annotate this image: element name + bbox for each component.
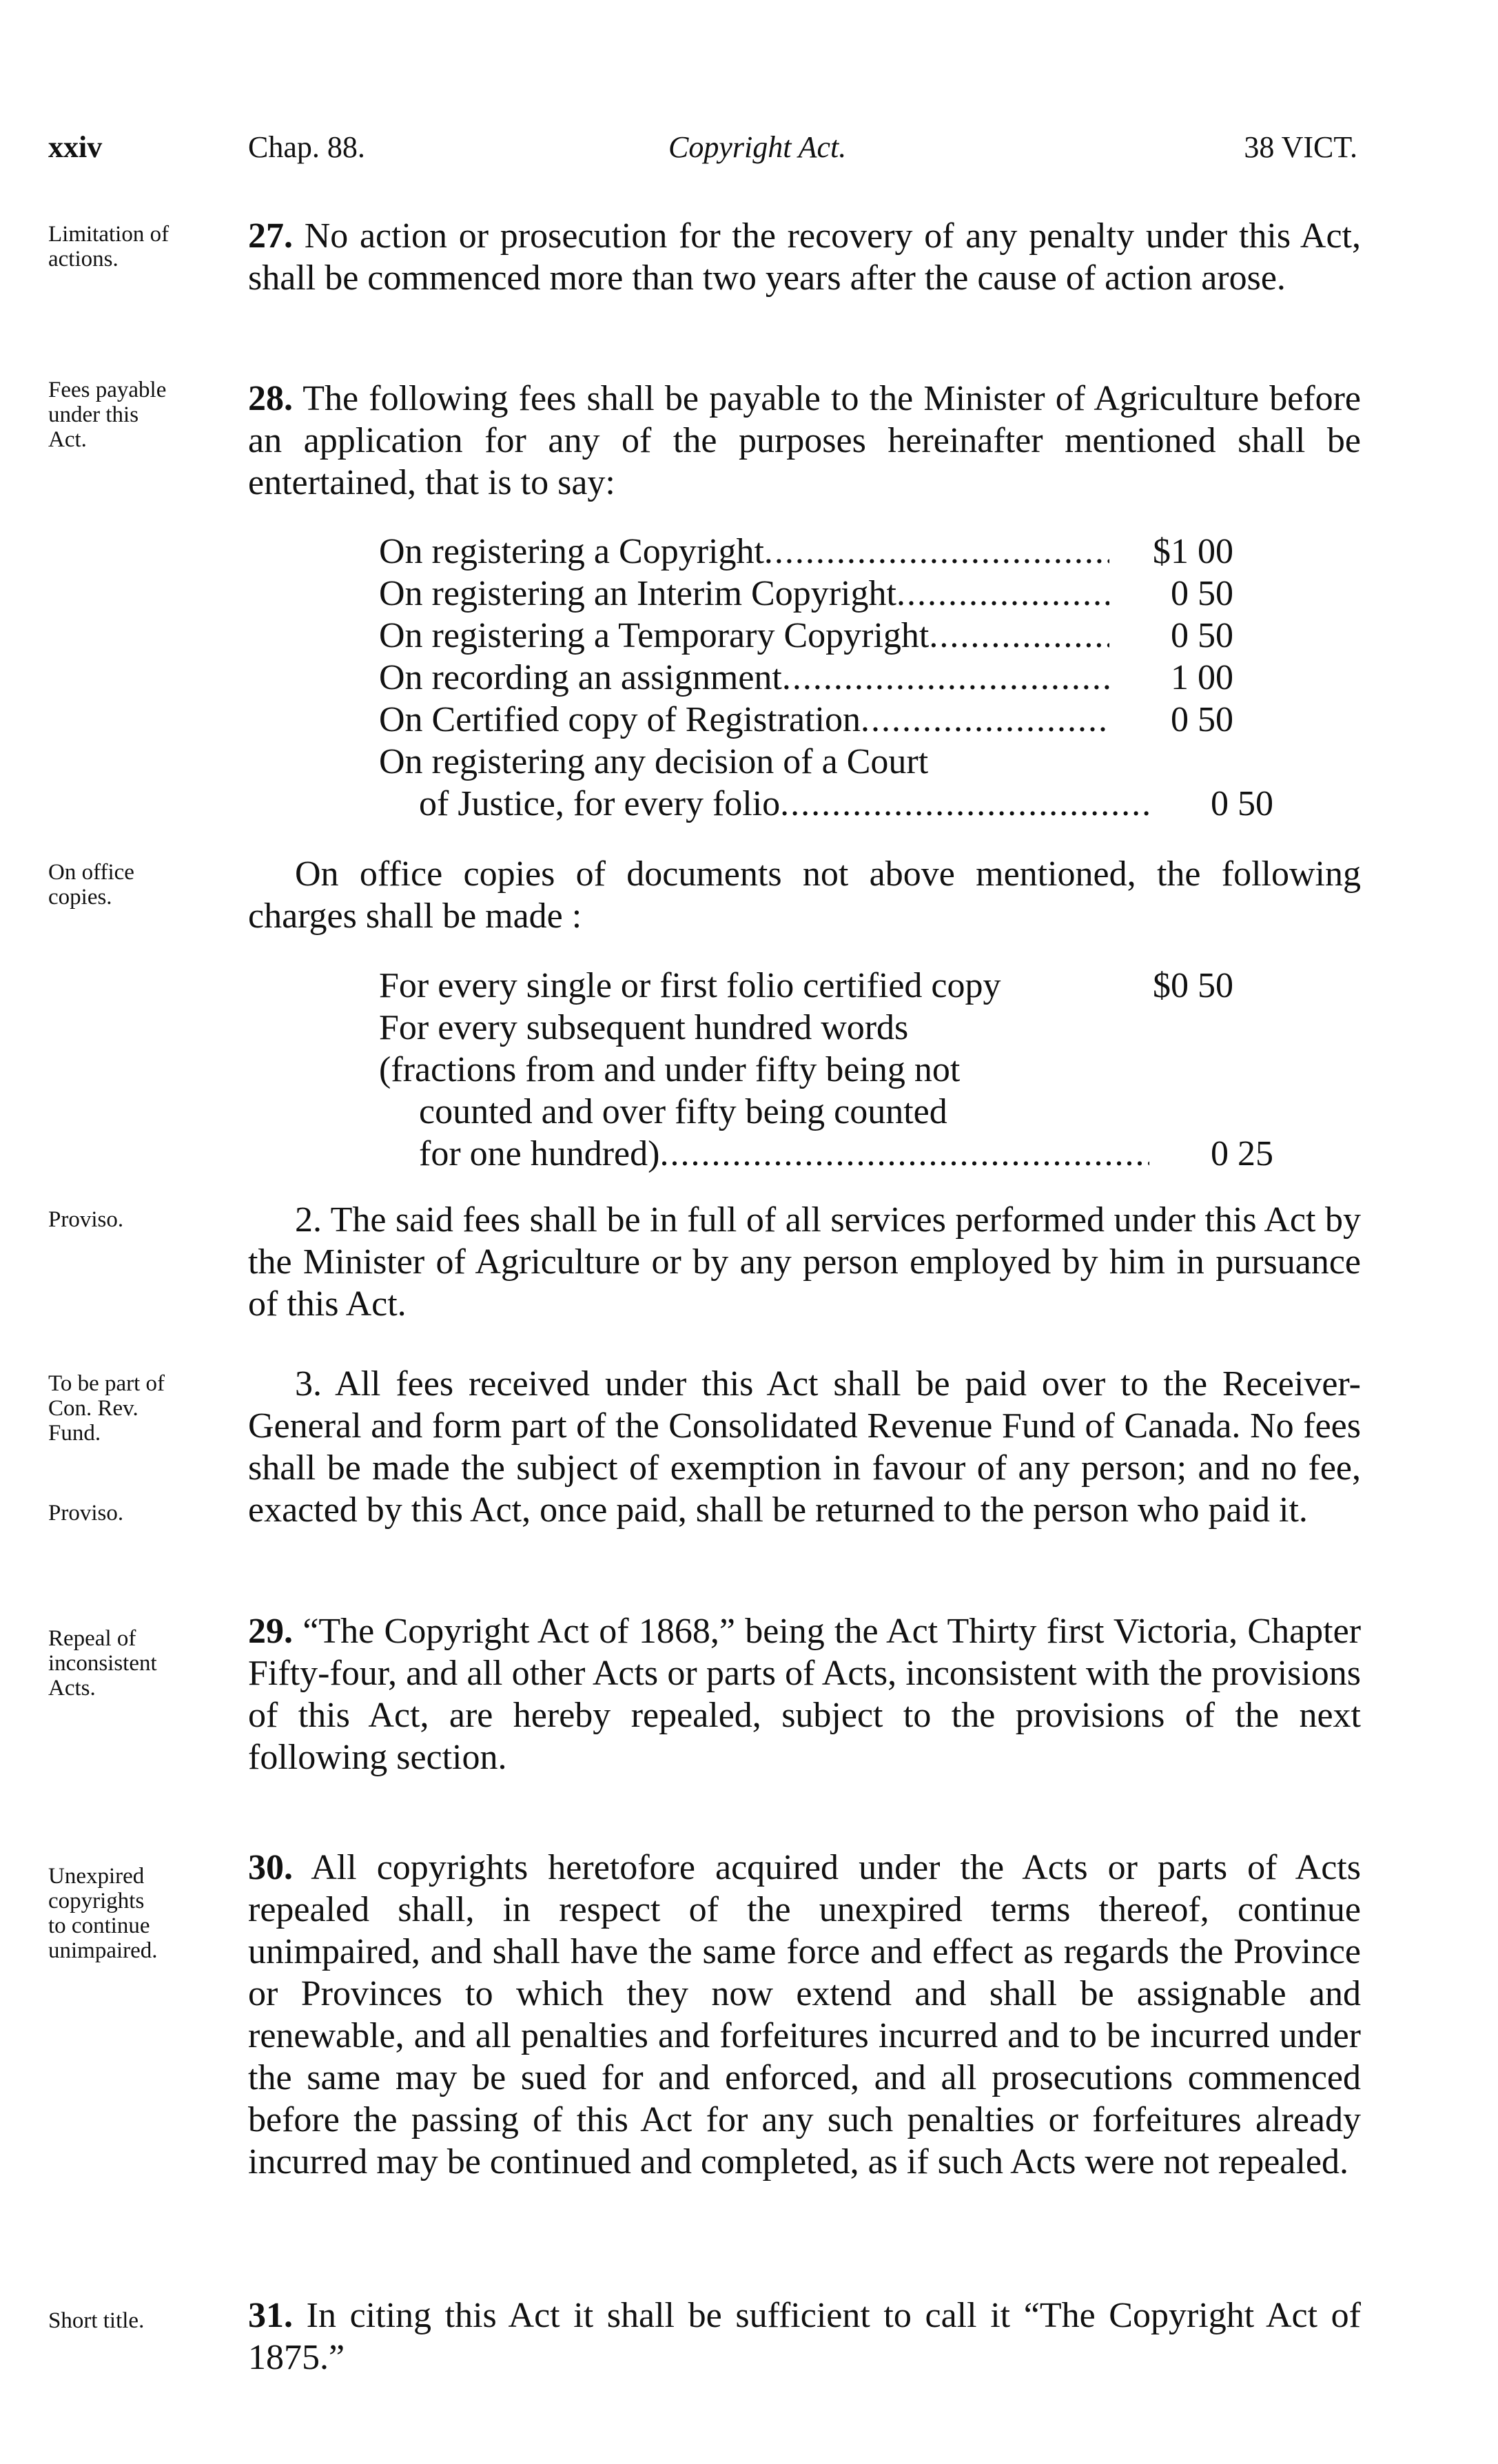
charge-row-head <box>379 1091 1273 1133</box>
section-29 <box>248 1610 1361 1778</box>
charge-amount: $0 50 <box>1153 966 1233 1005</box>
fee-amount: 0 50 <box>1171 616 1233 655</box>
running-header <box>48 130 1357 178</box>
section-30-text: All copyrights heretofore acquired under the Acts or parts of Acts repealed shall, in respect of the unexpired terms thereof, continue unimpaired, and shall have the same force and effect as regards the Province or Provinces to which they now extend and shall be assignable and renewable, and all penalties and forfeitures incurred and to be incurred under the same may be sued for and enforced, and all prosecutions commenced before the passing of this Act for any such penalties or forfeitures already incurred may be continued and completed, as if such Acts were not repealed. <box>248 1848 1361 2181</box>
fee-amount: 1 00 <box>1171 658 1233 697</box>
fee-row <box>379 615 1233 657</box>
chapter-number: Chap. 88. <box>248 130 365 164</box>
subsection-3: 3. All fees received under this Act shall be paid over to the Receiver-General and form part of the Consolidated Revenue Fund of Canada. No fees shall be made the subject of exemption in favour of any person; and no fee, exacted by this Act, once paid, shall be returned to the person who paid it. <box>248 1364 1361 1530</box>
charge-row-head <box>379 1007 1233 1049</box>
section-27-number: 27. <box>248 216 293 256</box>
section-27-text: No action or prosecution for the recovery of any penalty under this Act, shall be commenced more than two years after the cause of action arose. <box>248 216 1361 298</box>
charge-amount: 0 25 <box>1211 1134 1273 1173</box>
fee-schedule <box>379 531 1273 825</box>
section-29-text: “The Copyright Act of 1868,” being the Act Thirty first Victoria, Chapter Fifty-four, and all other Acts or parts of Acts, inconsistent with the provisions of this Act, are hereby repealed, subject to the provisions of the next following section. <box>248 1612 1362 1777</box>
section-28 <box>248 378 1361 504</box>
margin-note-unexpired: Unexpired copyrights to continue unimpaired. <box>48 1864 158 1963</box>
margin-note-con-rev-fund: To be part of Con. Rev. Fund. <box>48 1371 165 1446</box>
charge-label: counted and over fifty being counted <box>419 1092 947 1131</box>
fee-row <box>379 531 1233 573</box>
fee-label: On Certified copy of Registration <box>379 700 861 739</box>
running-title: Copyright Act. <box>668 130 847 164</box>
fee-label: On registering a Copyright <box>379 532 764 571</box>
margin-note-proviso: Proviso. <box>48 1207 124 1232</box>
fee-row-court-head <box>379 741 1233 783</box>
fee-label: of Justice, for every folio <box>419 784 781 823</box>
charge-label: for one hundred) <box>419 1134 660 1173</box>
fee-amount: $1 00 <box>1153 532 1233 571</box>
fee-label: On registering an Interim Copyright <box>379 574 896 613</box>
margin-note-proviso-2: Proviso. <box>48 1501 124 1526</box>
section-27 <box>248 215 1361 299</box>
section-31-text: In citing this Act it shall be sufficient to call it “The Copyright Act of 1875.” <box>248 2296 1361 2377</box>
section-29-number: 29. <box>248 1612 293 1651</box>
charge-row <box>379 965 1233 1007</box>
fee-label: On recording an assignment <box>379 658 782 697</box>
section-31-number: 31. <box>248 2296 293 2335</box>
fee-row <box>379 657 1233 699</box>
charge-row <box>379 1133 1273 1175</box>
office-copies-text: On office copies of documents not above mentioned, the following charges shall be made : <box>248 854 1361 936</box>
charge-label: For every subsequent hundred words <box>379 1008 909 1047</box>
section-31 <box>248 2294 1361 2379</box>
office-charges <box>379 965 1273 1175</box>
page-number: xxiv <box>48 130 103 164</box>
fee-amount: 0 50 <box>1171 700 1233 739</box>
fee-label: On registering a Temporary Copyright <box>379 616 930 655</box>
fee-row <box>379 699 1233 741</box>
charge-row-head <box>379 1049 1233 1091</box>
session-label: 38 VICT. <box>1244 130 1357 164</box>
section-28-text: The following fees shall be payable to the Minister of Agriculture before an application for any of the purposes hereinafter mentioned shall be entertained, that is to say: <box>248 379 1361 502</box>
margin-note-limitation: Limitation of actions. <box>48 222 170 271</box>
margin-note-office-copies: On office copies. <box>48 860 134 910</box>
fee-row <box>379 573 1233 615</box>
fee-amount: 0 50 <box>1171 574 1233 613</box>
margin-note-repeal: Repeal of inconsistent Acts. <box>48 1626 157 1701</box>
section-30 <box>248 1847 1361 2183</box>
section-30-number: 30. <box>248 1848 293 1887</box>
charge-label: For every single or first folio certified copy <box>379 966 1001 1005</box>
margin-note-short-title: Short title. <box>48 2308 145 2333</box>
subsection-2: 2. The said fees shall be in full of all services performed under this Act by the Minister of Agriculture or by any person employed by him in pursuance of this Act. <box>248 1200 1361 1324</box>
section-28-number: 28. <box>248 379 293 418</box>
fee-row-court <box>379 783 1273 825</box>
margin-note-fees: Fees payable under this Act. <box>48 378 167 452</box>
fee-amount: 0 50 <box>1211 784 1273 823</box>
charge-label: (fractions from and under fifty being not <box>379 1050 961 1089</box>
fee-label: On registering any decision of a Court <box>379 742 929 781</box>
